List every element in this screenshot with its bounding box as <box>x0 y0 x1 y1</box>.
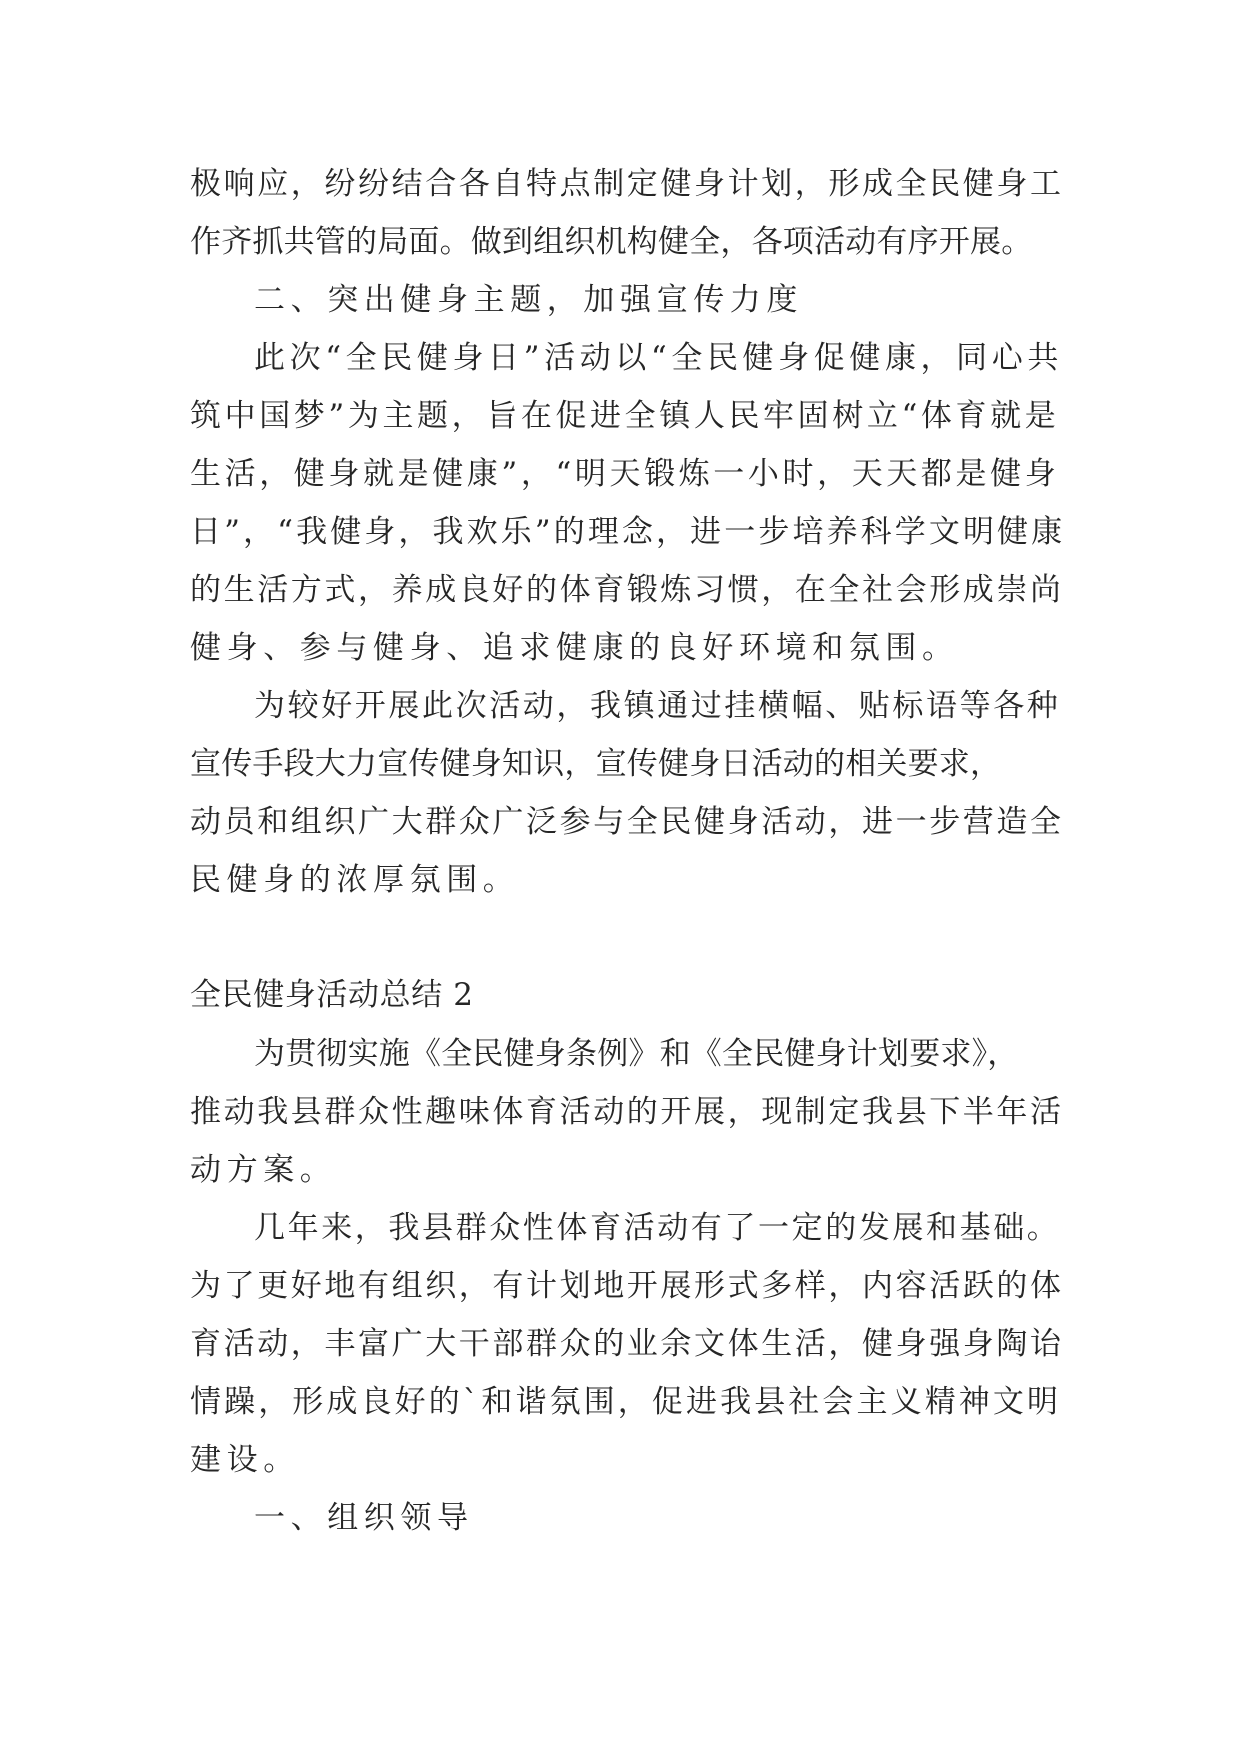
paragraph-line: 动方案。 <box>190 1152 337 1188</box>
paragraph-line: 极响应，纷纷结合各自特点制定健身计划，形成全民健身工 <box>190 166 1064 202</box>
section-heading: 二、突出健身主题，加强宣传力度 <box>254 282 803 318</box>
paragraph-line: 日”，“我健身，我欢乐”的理念，进一步培养科学文明健康 <box>190 514 1066 550</box>
paragraph-line: 此次“全民健身日”活动以“全民健身促健康，同心共 <box>254 340 1063 376</box>
section-title: 全民健身活动总结 2 <box>190 977 474 1013</box>
paragraph-line: 几年来，我县群众性体育活动有了一定的发展和基础。 <box>254 1210 1061 1246</box>
paragraph-line: 作齐抓共管的局面。做到组织机构健全，各项活动有序开展。 <box>190 224 1033 260</box>
paragraph-line: 育活动，丰富广大干部群众的业余文体生活，健身强身陶诒 <box>190 1326 1064 1362</box>
paragraph-line: 宣传手段大力宣传健身知识，宣传健身日活动的相关要求， <box>190 746 1002 782</box>
paragraph-line: 民健身的浓厚氛围。 <box>190 862 520 898</box>
paragraph-line: 的生活方式，养成良好的体育锻炼习惯，在全社会形成崇尚 <box>190 572 1064 608</box>
paragraph-line: 动员和组织广大群众广泛参与全民健身活动，进一步营造全 <box>190 804 1064 840</box>
paragraph-line: 情躁，形成良好的`和谐氛围，促进我县社会主义精神文明 <box>190 1384 1062 1420</box>
paragraph-line: 为贯彻实施《全民健身条例》和《全民健身计划要求》， <box>254 1036 1019 1072</box>
paragraph-line: 建设。 <box>190 1442 300 1478</box>
paragraph-line: 为较好开展此次活动，我镇通过挂横幅、贴标语等各种 <box>254 688 1061 724</box>
paragraph-line: 生活，健身就是健康”，“明天锻炼一小时，天天都是健身 <box>190 456 1060 492</box>
paragraph-line: 筑中国梦”为主题，旨在促进全镇人民牢固树立“体育就是 <box>190 398 1060 434</box>
paragraph-line: 推动我县群众性趣味体育活动的开展，现制定我县下半年活 <box>190 1094 1064 1130</box>
paragraph-line: 健身、参与健身、追求健康的良好环境和氛围。 <box>190 630 959 666</box>
section-heading: 一、组织领导 <box>254 1500 474 1536</box>
paragraph-line: 为了更好地有组织，有计划地开展形式多样，内容活跃的体 <box>190 1268 1064 1304</box>
